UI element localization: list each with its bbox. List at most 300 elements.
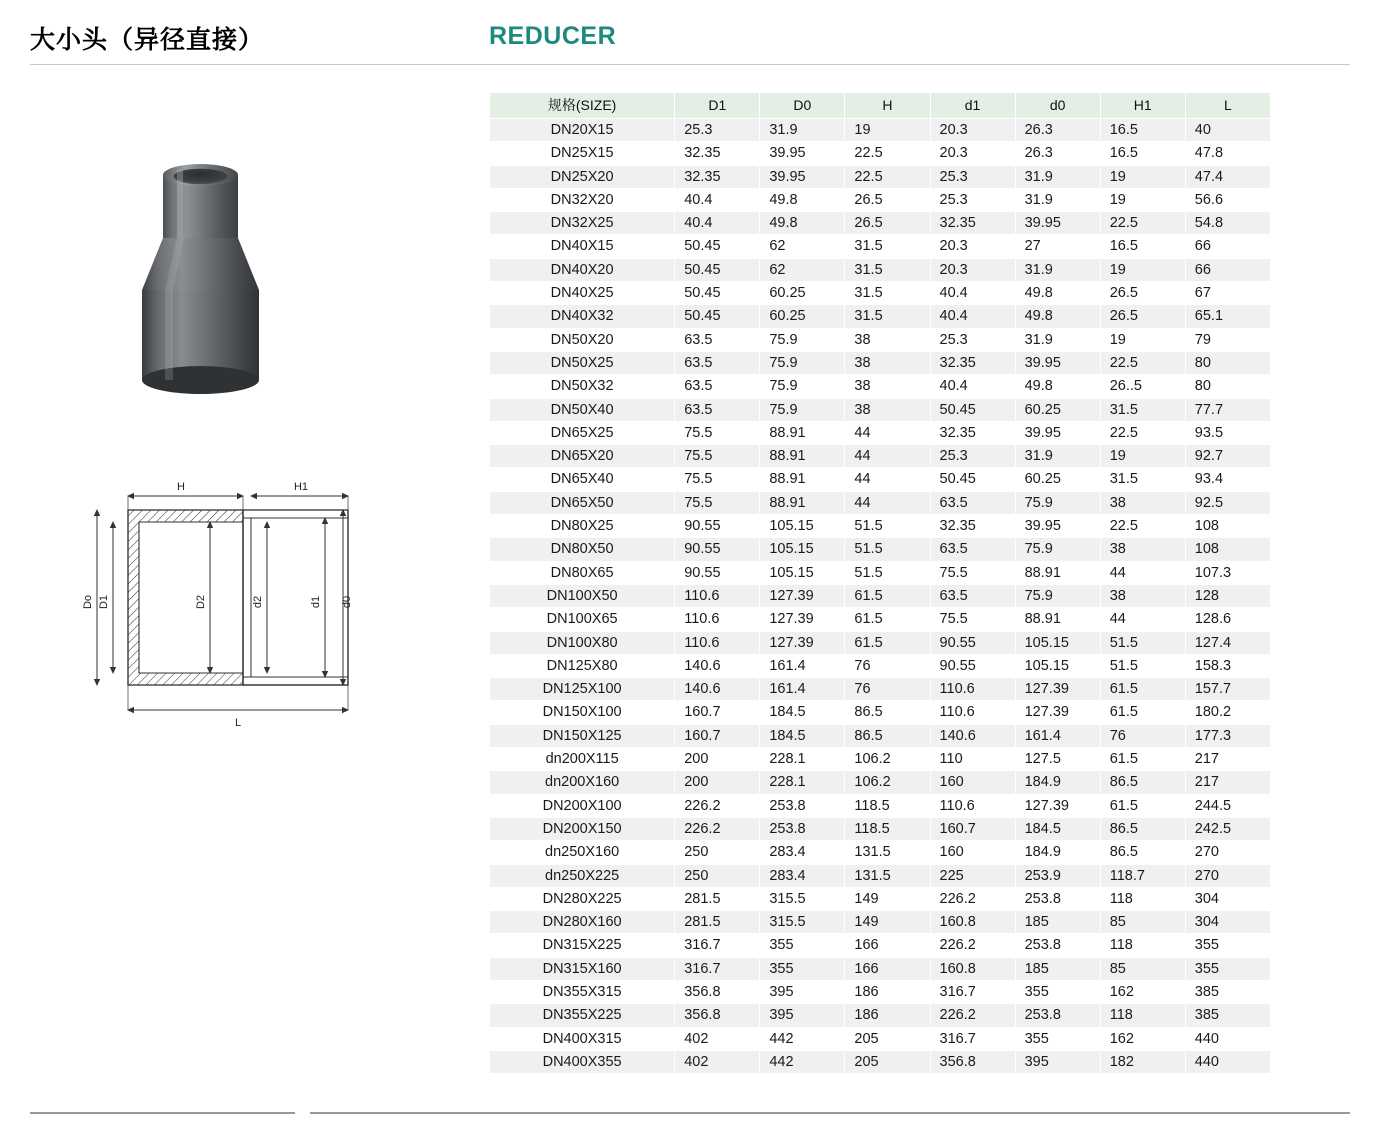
cell-value: 63.5 [675, 351, 760, 374]
cell-value: 39.95 [1015, 351, 1100, 374]
cell-value: 304 [1185, 911, 1270, 934]
cell-value: 39.95 [1015, 515, 1100, 538]
column-header-l: L [1185, 93, 1270, 119]
cell-value: 160 [930, 771, 1015, 794]
cell-value: 281.5 [675, 887, 760, 910]
cell-value: 47.8 [1185, 142, 1270, 165]
cell-value: 440 [1185, 1050, 1270, 1073]
table-row [490, 724, 1271, 747]
table-row [490, 911, 1271, 934]
cell-value: 108 [1185, 515, 1270, 538]
table-row [490, 119, 1271, 142]
cell-size: DN65X25 [490, 421, 675, 444]
cell-value: 31.5 [845, 235, 930, 258]
cell-value: 62 [760, 258, 845, 281]
dim-label-D2: D2 [195, 594, 207, 610]
table-row [490, 351, 1271, 374]
cell-value: 186 [845, 980, 930, 1003]
cell-value: 316.7 [675, 957, 760, 980]
page-header [0, 0, 1374, 66]
cell-value: 44 [845, 491, 930, 514]
table-row [490, 771, 1271, 794]
cell-value: 105.15 [760, 515, 845, 538]
cell-value: 160.7 [930, 817, 1015, 840]
cell-size: DN50X25 [490, 351, 675, 374]
cell-value: 38 [1100, 584, 1185, 607]
cell-value: 180.2 [1185, 701, 1270, 724]
column-header-d1: D1 [675, 93, 760, 119]
cell-value: 38 [845, 398, 930, 421]
table-row [490, 584, 1271, 607]
cell-value: 90.55 [675, 538, 760, 561]
cell-value: 40.4 [930, 305, 1015, 328]
cell-size: DN50X32 [490, 375, 675, 398]
cell-value: 200 [675, 748, 760, 771]
cell-value: 90.55 [930, 654, 1015, 677]
cell-value: 395 [1015, 1050, 1100, 1073]
cell-value: 270 [1185, 864, 1270, 887]
cell-value: 25.3 [930, 445, 1015, 468]
cell-value: 385 [1185, 980, 1270, 1003]
cell-value: 149 [845, 887, 930, 910]
table-row [490, 1004, 1271, 1027]
cell-value: 253.8 [760, 817, 845, 840]
cell-value: 184.9 [1015, 771, 1100, 794]
cell-size: DN65X40 [490, 468, 675, 491]
cell-value: 283.4 [760, 841, 845, 864]
cell-size: DN100X65 [490, 608, 675, 631]
cell-value: 131.5 [845, 841, 930, 864]
cell-value: 75.5 [675, 445, 760, 468]
cell-value: 110.6 [675, 631, 760, 654]
cell-value: 22.5 [1100, 351, 1185, 374]
cell-value: 283.4 [760, 864, 845, 887]
cell-size: DN400X315 [490, 1027, 675, 1050]
spec-table-container [489, 92, 1271, 1074]
cell-value: 356.8 [675, 980, 760, 1003]
cell-value: 131.5 [845, 864, 930, 887]
cell-value: 93.5 [1185, 421, 1270, 444]
cell-value: 31.9 [760, 119, 845, 142]
cell-value: 355 [760, 957, 845, 980]
cell-value: 127.39 [1015, 678, 1100, 701]
cell-value: 395 [760, 980, 845, 1003]
cell-size: DN50X40 [490, 398, 675, 421]
cell-value: 75.5 [675, 491, 760, 514]
cell-size: DN315X225 [490, 934, 675, 957]
cell-value: 160 [930, 841, 1015, 864]
cell-value: 316.7 [930, 1027, 1015, 1050]
table-row [490, 258, 1271, 281]
cell-value: 217 [1185, 771, 1270, 794]
cell-value: 75.9 [760, 328, 845, 351]
cell-value: 106.2 [845, 771, 930, 794]
cell-value: 226.2 [675, 794, 760, 817]
cell-value: 61.5 [845, 631, 930, 654]
cell-value: 110 [930, 748, 1015, 771]
dim-label-H: H [177, 481, 185, 493]
cell-value: 244.5 [1185, 794, 1270, 817]
table-row [490, 421, 1271, 444]
cell-value: 226.2 [930, 1004, 1015, 1027]
specification-table [489, 92, 1271, 1074]
cell-size: DN355X225 [490, 1004, 675, 1027]
table-row [490, 538, 1271, 561]
cell-value: 86.5 [1100, 771, 1185, 794]
cell-value: 49.8 [1015, 282, 1100, 305]
cell-size: DN20X15 [490, 119, 675, 142]
cell-size: DN150X100 [490, 701, 675, 724]
table-row [490, 608, 1271, 631]
cell-size: DN32X25 [490, 212, 675, 235]
table-row [490, 305, 1271, 328]
cell-value: 88.91 [760, 421, 845, 444]
cell-value: 158.3 [1185, 654, 1270, 677]
cell-value: 110.6 [675, 584, 760, 607]
cell-value: 51.5 [845, 561, 930, 584]
cell-value: 86.5 [845, 701, 930, 724]
cell-value: 88.91 [760, 468, 845, 491]
cell-value: 75.5 [930, 561, 1015, 584]
reducer-photo-illustration [120, 140, 410, 420]
cell-value: 316.7 [675, 934, 760, 957]
cell-value: 61.5 [1100, 701, 1185, 724]
cell-value: 31.5 [845, 282, 930, 305]
cell-value: 161.4 [760, 678, 845, 701]
cell-value: 49.8 [760, 188, 845, 211]
dim-label-D1: D1 [98, 594, 110, 610]
cell-size: DN65X50 [490, 491, 675, 514]
cell-size: DN80X50 [490, 538, 675, 561]
cell-value: 38 [845, 375, 930, 398]
cell-value: 32.35 [930, 515, 1015, 538]
cell-value: 118.7 [1100, 864, 1185, 887]
cell-value: 166 [845, 934, 930, 957]
cell-value: 47.4 [1185, 165, 1270, 188]
cell-value: 107.3 [1185, 561, 1270, 584]
table-row [490, 282, 1271, 305]
cell-value: 26.5 [845, 212, 930, 235]
column-header-d1-small: d1 [930, 93, 1015, 119]
cell-value: 22.5 [1100, 212, 1185, 235]
cell-value: 118.5 [845, 817, 930, 840]
cell-value: 161.4 [1015, 724, 1100, 747]
cell-value: 242.5 [1185, 817, 1270, 840]
cell-value: 75.9 [1015, 491, 1100, 514]
cell-value: 105.15 [760, 561, 845, 584]
page-title-chinese: 大小头（异径直接） [30, 26, 265, 54]
cell-value: 127.39 [1015, 701, 1100, 724]
cell-size: DN25X15 [490, 142, 675, 165]
table-row [490, 468, 1271, 491]
table-row [490, 934, 1271, 957]
cell-size: DN355X315 [490, 980, 675, 1003]
dim-label-H1: H1 [293, 481, 309, 493]
cell-size: DN40X20 [490, 258, 675, 281]
cell-size: DN200X150 [490, 817, 675, 840]
cell-value: 39.95 [760, 165, 845, 188]
cell-value: 442 [760, 1050, 845, 1073]
cell-value: 51.5 [845, 538, 930, 561]
table-header-row [490, 93, 1271, 119]
cell-value: 31.5 [845, 305, 930, 328]
table-row [490, 631, 1271, 654]
cell-value: 16.5 [1100, 142, 1185, 165]
cell-value: 92.5 [1185, 491, 1270, 514]
cell-value: 61.5 [845, 584, 930, 607]
cell-value: 76 [1100, 724, 1185, 747]
column-header-h1: H1 [1100, 93, 1185, 119]
cell-value: 355 [1185, 934, 1270, 957]
technical-drawing [55, 470, 455, 735]
cell-value: 105.15 [1015, 631, 1100, 654]
cell-value: 31.9 [1015, 188, 1100, 211]
cell-size: DN40X15 [490, 235, 675, 258]
cell-value: 63.5 [675, 398, 760, 421]
cell-value: 355 [1185, 957, 1270, 980]
cell-size: dn200X115 [490, 748, 675, 771]
cell-value: 177.3 [1185, 724, 1270, 747]
cell-value: 50.45 [930, 398, 1015, 421]
cell-size: DN100X50 [490, 584, 675, 607]
table-row [490, 701, 1271, 724]
cell-size: DN150X125 [490, 724, 675, 747]
table-row [490, 561, 1271, 584]
cell-value: 356.8 [930, 1050, 1015, 1073]
cell-value: 32.35 [675, 165, 760, 188]
cell-value: 118 [1100, 934, 1185, 957]
cell-value: 26..5 [1100, 375, 1185, 398]
cell-value: 49.8 [760, 212, 845, 235]
cell-value: 105.15 [760, 538, 845, 561]
cell-value: 38 [1100, 491, 1185, 514]
cell-value: 50.45 [675, 282, 760, 305]
cell-value: 40.4 [930, 282, 1015, 305]
cell-value: 54.8 [1185, 212, 1270, 235]
cell-value: 253.9 [1015, 864, 1100, 887]
cell-value: 118.5 [845, 794, 930, 817]
cell-value: 315.5 [760, 911, 845, 934]
cell-value: 61.5 [1100, 748, 1185, 771]
cell-value: 88.91 [1015, 608, 1100, 631]
table-row [490, 841, 1271, 864]
cell-value: 442 [760, 1027, 845, 1050]
cell-value: 26.3 [1015, 119, 1100, 142]
cell-value: 25.3 [930, 328, 1015, 351]
table-row [490, 678, 1271, 701]
cell-value: 16.5 [1100, 235, 1185, 258]
cell-value: 86.5 [1100, 841, 1185, 864]
table-row [490, 817, 1271, 840]
cell-value: 32.35 [930, 421, 1015, 444]
cell-value: 395 [760, 1004, 845, 1027]
cell-value: 228.1 [760, 748, 845, 771]
cell-value: 161.4 [760, 654, 845, 677]
cell-value: 90.55 [930, 631, 1015, 654]
cell-value: 128.6 [1185, 608, 1270, 631]
cell-value: 166 [845, 957, 930, 980]
cell-value: 250 [675, 841, 760, 864]
cell-value: 44 [845, 421, 930, 444]
cell-value: 31.9 [1015, 165, 1100, 188]
cell-size: DN400X355 [490, 1050, 675, 1073]
cell-value: 162 [1100, 980, 1185, 1003]
cell-value: 22.5 [845, 165, 930, 188]
cell-value: 63.5 [930, 491, 1015, 514]
table-row [490, 980, 1271, 1003]
cell-value: 355 [1015, 1027, 1100, 1050]
cell-value: 26.5 [1100, 305, 1185, 328]
cell-value: 27 [1015, 235, 1100, 258]
cell-value: 182 [1100, 1050, 1185, 1073]
cell-value: 16.5 [1100, 119, 1185, 142]
cell-size: DN50X20 [490, 328, 675, 351]
cell-value: 19 [1100, 165, 1185, 188]
cell-value: 38 [1100, 538, 1185, 561]
cell-value: 31.9 [1015, 445, 1100, 468]
cell-size: DN80X65 [490, 561, 675, 584]
cell-value: 200 [675, 771, 760, 794]
cell-value: 110.6 [930, 794, 1015, 817]
column-header-h: H [845, 93, 930, 119]
cell-value: 127.5 [1015, 748, 1100, 771]
cell-value: 281.5 [675, 911, 760, 934]
cell-value: 63.5 [675, 328, 760, 351]
table-row [490, 375, 1271, 398]
cell-value: 49.8 [1015, 375, 1100, 398]
cell-value: 60.25 [760, 282, 845, 305]
cell-value: 19 [1100, 188, 1185, 211]
cell-value: 184.9 [1015, 841, 1100, 864]
cell-value: 75.9 [760, 398, 845, 421]
cell-value: 50.45 [675, 258, 760, 281]
column-header-size: 规格(SIZE) [490, 93, 675, 119]
cell-value: 62 [760, 235, 845, 258]
cell-value: 355 [1015, 980, 1100, 1003]
cell-value: 67 [1185, 282, 1270, 305]
cell-value: 127.39 [760, 631, 845, 654]
cell-value: 127.4 [1185, 631, 1270, 654]
cell-value: 86.5 [845, 724, 930, 747]
cell-value: 225 [930, 864, 1015, 887]
cell-value: 63.5 [675, 375, 760, 398]
cell-size: DN65X20 [490, 445, 675, 468]
cell-value: 440 [1185, 1027, 1270, 1050]
table-row [490, 515, 1271, 538]
cell-value: 51.5 [1100, 654, 1185, 677]
cell-value: 205 [845, 1050, 930, 1073]
dim-label-Do: Do [82, 594, 94, 610]
cell-value: 56.6 [1185, 188, 1270, 211]
cell-value: 44 [1100, 561, 1185, 584]
column-header-d0-small: d0 [1015, 93, 1100, 119]
cell-value: 20.3 [930, 258, 1015, 281]
cell-value: 157.7 [1185, 678, 1270, 701]
cell-value: 32.35 [675, 142, 760, 165]
cell-size: dn250X160 [490, 841, 675, 864]
cell-value: 402 [675, 1027, 760, 1050]
cell-value: 250 [675, 864, 760, 887]
cell-value: 80 [1185, 375, 1270, 398]
table-row [490, 1050, 1271, 1073]
dim-label-d0: d0 [341, 595, 353, 609]
table-row [490, 957, 1271, 980]
cell-value: 90.55 [675, 561, 760, 584]
cell-value: 127.39 [760, 584, 845, 607]
cell-value: 63.5 [930, 538, 1015, 561]
cell-value: 66 [1185, 235, 1270, 258]
cell-value: 86.5 [1100, 817, 1185, 840]
cell-size: DN315X160 [490, 957, 675, 980]
cell-value: 75.9 [760, 375, 845, 398]
cell-value: 22.5 [1100, 421, 1185, 444]
cell-value: 140.6 [675, 678, 760, 701]
cell-value: 60.25 [1015, 468, 1100, 491]
cell-value: 75.5 [675, 468, 760, 491]
cell-value: 106.2 [845, 748, 930, 771]
cell-value: 253.8 [1015, 1004, 1100, 1027]
cell-size: dn200X160 [490, 771, 675, 794]
cell-value: 60.25 [1015, 398, 1100, 421]
cell-value: 76 [845, 654, 930, 677]
table-row [490, 142, 1271, 165]
cell-value: 356.8 [675, 1004, 760, 1027]
cell-value: 162 [1100, 1027, 1185, 1050]
cell-value: 49.8 [1015, 305, 1100, 328]
cell-value: 253.8 [1015, 887, 1100, 910]
table-row [490, 794, 1271, 817]
cell-size: dn250X225 [490, 864, 675, 887]
table-header [490, 93, 1271, 119]
cell-value: 160.8 [930, 911, 1015, 934]
table-row [490, 165, 1271, 188]
cell-value: 20.3 [930, 119, 1015, 142]
cell-value: 38 [845, 351, 930, 374]
cell-value: 316.7 [930, 980, 1015, 1003]
cell-value: 253.8 [1015, 934, 1100, 957]
cell-value: 19 [845, 119, 930, 142]
cell-value: 402 [675, 1050, 760, 1073]
cell-value: 31.5 [1100, 468, 1185, 491]
cell-value: 31.5 [1100, 398, 1185, 421]
table-row [490, 748, 1271, 771]
cell-value: 32.35 [930, 212, 1015, 235]
cell-size: DN125X100 [490, 678, 675, 701]
table-row [490, 491, 1271, 514]
cell-value: 75.5 [930, 608, 1015, 631]
cell-value: 39.95 [1015, 421, 1100, 444]
cell-value: 25.3 [930, 188, 1015, 211]
cell-value: 25.3 [675, 119, 760, 142]
cell-value: 22.5 [1100, 515, 1185, 538]
cell-value: 31.5 [845, 258, 930, 281]
cell-value: 25.3 [930, 165, 1015, 188]
table-row [490, 445, 1271, 468]
cell-value: 108 [1185, 538, 1270, 561]
cell-value: 60.25 [760, 305, 845, 328]
cell-value: 149 [845, 911, 930, 934]
cell-value: 185 [1015, 911, 1100, 934]
table-row [490, 887, 1271, 910]
cell-value: 75.9 [1015, 538, 1100, 561]
cell-value: 85 [1100, 957, 1185, 980]
cell-value: 44 [845, 468, 930, 491]
cell-value: 253.8 [760, 794, 845, 817]
cell-value: 50.45 [675, 235, 760, 258]
cell-value: 160.7 [675, 724, 760, 747]
cell-value: 186 [845, 1004, 930, 1027]
cell-value: 61.5 [845, 608, 930, 631]
